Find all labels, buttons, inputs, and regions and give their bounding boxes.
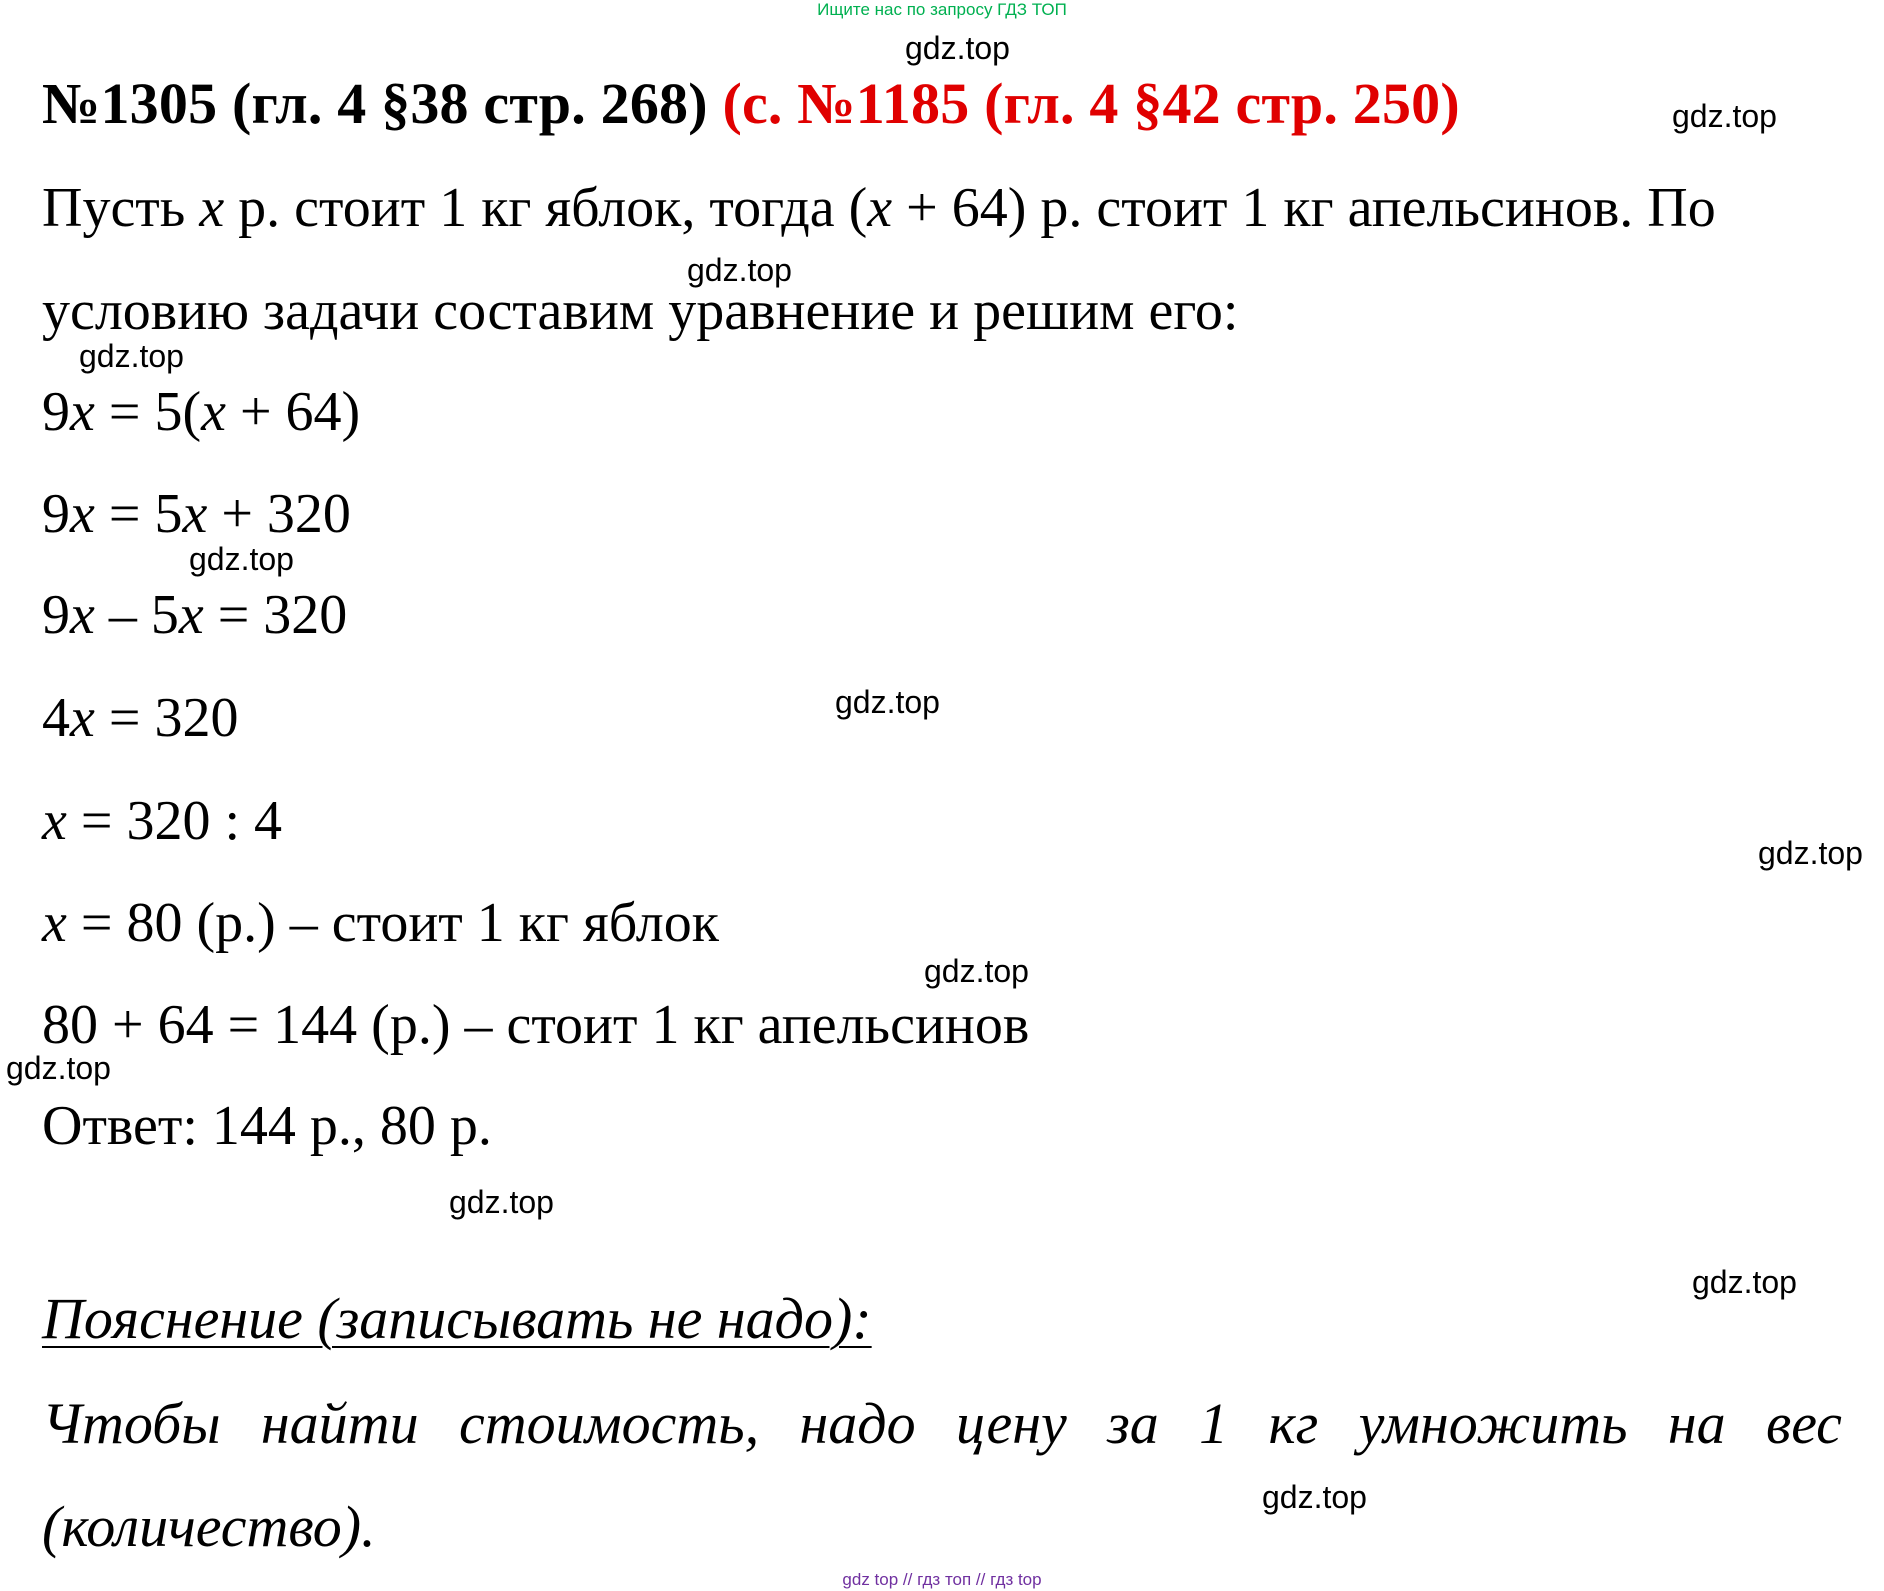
equation-step-7: 80 + 64 = 144 (р.) – стоит 1 кг апельсинов bbox=[42, 994, 1030, 1056]
watermark: gdz.top bbox=[1262, 1479, 1367, 1515]
equation-step-2: 9x = 5x + 320 bbox=[42, 483, 351, 545]
watermark: gdz.top bbox=[1758, 835, 1863, 871]
footer-watermark: gdz top // гдз топ // гдз top bbox=[842, 1570, 1042, 1589]
problem-number: №1305 (гл. 4 §38 стр. 268) bbox=[42, 71, 708, 136]
alt-problem-number: (с. №1185 (гл. 4 §42 стр. 250) bbox=[722, 71, 1460, 136]
explanation-line-2: (количество). bbox=[42, 1494, 376, 1559]
equation-step-6: x = 80 (р.) – стоит 1 кг яблок bbox=[42, 892, 719, 954]
equation-step-5: x = 320 : 4 bbox=[42, 790, 282, 852]
watermark: gdz.top bbox=[687, 252, 792, 288]
explanation-heading: Пояснение (записывать не надо): bbox=[42, 1286, 872, 1351]
watermark: gdz.top bbox=[905, 30, 1010, 66]
watermark: gdz.top bbox=[189, 541, 294, 577]
watermark: gdz.top bbox=[1672, 98, 1777, 134]
watermark: gdz.top bbox=[79, 338, 184, 374]
watermark: gdz.top bbox=[835, 684, 940, 720]
intro-line-1: Пусть x р. стоит 1 кг яблок, тогда (x + 64) р. стоит 1 кг апельсинов. По bbox=[42, 177, 1716, 239]
equation-step-1: 9x = 5(x + 64) bbox=[42, 381, 361, 443]
watermark: gdz.top bbox=[1692, 1264, 1797, 1300]
watermark: gdz.top bbox=[449, 1184, 554, 1220]
answer-line: Ответ: 144 р., 80 р. bbox=[42, 1095, 492, 1157]
watermark: gdz.top bbox=[6, 1050, 111, 1086]
problem-title bbox=[42, 70, 1460, 137]
search-banner: Ищите нас по запросу ГДЗ ТОП bbox=[817, 0, 1067, 19]
explanation-line-1: Чтобы найти стоимость, надо цену за 1 кг умножить на вес bbox=[42, 1391, 1842, 1456]
watermark: gdz.top bbox=[924, 953, 1029, 989]
equation-step-4: 4x = 320 bbox=[42, 687, 239, 749]
intro-line-2: условию задачи составим уравнение и решим его: bbox=[42, 280, 1239, 342]
equation-step-3: 9x – 5x = 320 bbox=[42, 584, 348, 646]
